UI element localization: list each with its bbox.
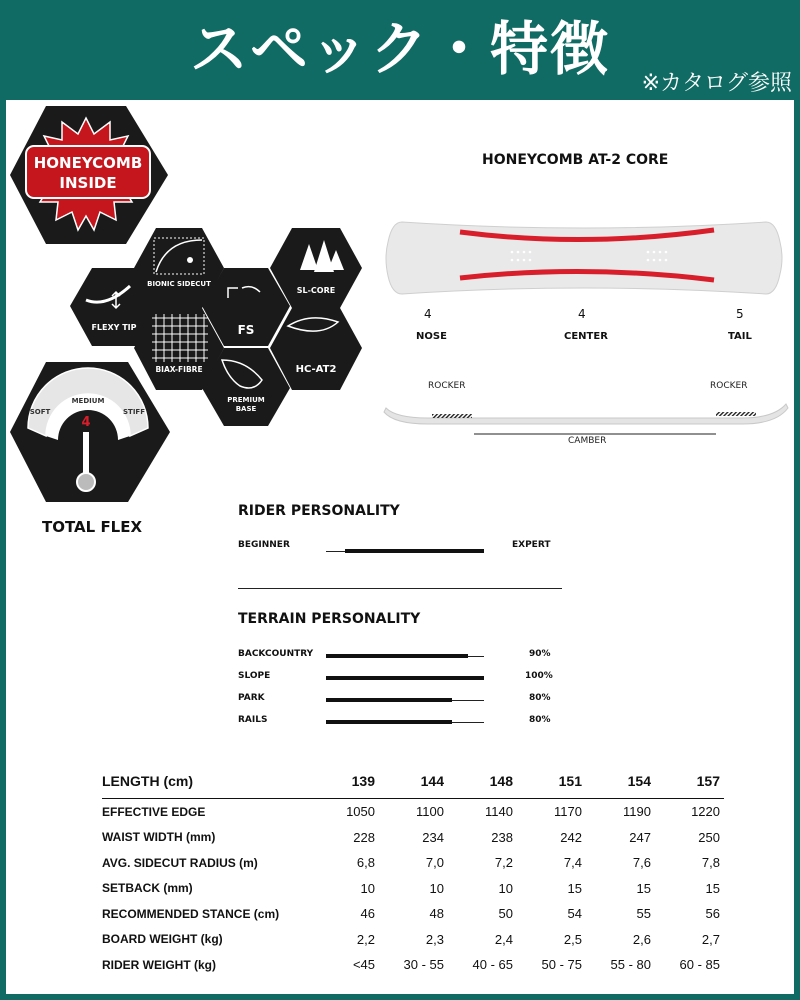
flex-soft-label: SOFT (29, 408, 51, 416)
flex-value: 4 (81, 415, 91, 430)
spec-value: 1100 (416, 804, 444, 820)
spec-value: 2,3 (425, 931, 444, 947)
camber-label: CAMBER (568, 436, 607, 446)
page-title: スペック・特徴 (189, 15, 610, 83)
spec-value: 242 (560, 829, 582, 845)
spec-value: 54 (567, 906, 582, 922)
spec-row-effective-edge (102, 799, 724, 825)
total-flex-label: TOTAL FLEX (42, 518, 143, 536)
svg-text:HONEYCOMB: HONEYCOMB (33, 154, 143, 172)
spec-value: 234 (422, 829, 444, 845)
terrain-rails-scale (326, 719, 484, 725)
expert-label: EXPERT (512, 540, 551, 550)
header-banner (0, 0, 800, 100)
terrain-personality-title: TERRAIN PERSONALITY (238, 611, 421, 627)
honeycomb-inside-badge (10, 106, 168, 244)
hc-at2-label: HC-AT2 (295, 364, 337, 375)
spec-row-sidecut-radius (102, 850, 724, 876)
spec-label: SETBACK (mm) (102, 881, 193, 896)
spec-value: 247 (629, 829, 651, 845)
catalog-reference-note: ※カタログ参照 (641, 71, 792, 96)
spec-row-board-weight (102, 927, 724, 953)
length-header: LENGTH (cm) (102, 768, 310, 799)
spec-value: 1220 (691, 804, 720, 820)
spec-value: 2,4 (494, 931, 513, 947)
spec-value: 7,8 (701, 855, 720, 871)
length-151: 151 (517, 768, 586, 799)
terrain-backcountry-bar (326, 654, 468, 658)
spec-label: RECOMMENDED STANCE (cm) (102, 906, 280, 921)
tail-value: 5 (736, 307, 744, 321)
rocker-left-zone (432, 414, 472, 418)
length-148: 148 (448, 768, 517, 799)
length-154: 154 (586, 768, 655, 799)
length-157: 157 (655, 768, 724, 799)
spec-value: 50 - 75 (541, 957, 582, 973)
spec-value: <45 (352, 957, 375, 973)
spec-table (102, 768, 724, 978)
terrain-backcountry-percent: 90% (529, 649, 551, 659)
center-label: CENTER (564, 331, 608, 342)
terrain-rails-bar (326, 720, 452, 724)
spec-value: 40 - 65 (472, 957, 513, 973)
length-139: 139 (310, 768, 379, 799)
terrain-park-scale (326, 697, 484, 703)
rocker-left-label: ROCKER (428, 381, 466, 391)
rocker-right-label: ROCKER (710, 381, 748, 391)
spec-value: 7,0 (425, 855, 444, 871)
spec-value: 1050 (346, 804, 375, 820)
flexy-tip-label: FLEXY TIP (91, 323, 137, 332)
spec-row-rider-weight (102, 952, 724, 978)
spec-value: 50 (498, 906, 513, 922)
spec-row-recommended-stance (102, 901, 724, 927)
spec-value: 7,6 (632, 855, 651, 871)
nose-label: NOSE (416, 331, 447, 342)
beginner-label: BEGINNER (238, 540, 290, 550)
rider-range-bar (345, 549, 484, 553)
terrain-rails-percent: 80% (529, 715, 551, 725)
rider-personality-title: RIDER PERSONALITY (238, 503, 400, 519)
core-diagram (384, 212, 784, 304)
spec-label: RIDER WEIGHT (kg) (102, 957, 216, 972)
rider-scale (326, 548, 484, 554)
terrain-slope-scale (326, 675, 484, 681)
board-profile (382, 392, 794, 436)
feature-badges (6, 100, 386, 520)
svg-text:PREMIUMBASE: PREMIUM BASE (227, 396, 265, 413)
spec-table-header (102, 768, 724, 799)
spec-label: BOARD WEIGHT (kg) (102, 932, 223, 947)
spec-value: 30 - 55 (403, 957, 444, 973)
spec-value: 1170 (554, 804, 582, 820)
spec-value: 238 (491, 829, 513, 845)
length-144: 144 (379, 768, 448, 799)
terrain-slope-label: SLOPE (238, 671, 271, 681)
spec-row-setback (102, 876, 724, 902)
section-divider (238, 588, 562, 589)
flex-stiff-label: STIFF (123, 408, 145, 416)
spec-value: 2,2 (356, 931, 375, 947)
spec-value: 2,7 (701, 931, 720, 947)
terrain-slope-percent: 100% (525, 671, 553, 681)
spec-value: 1140 (485, 804, 513, 820)
sl-core-label: SL-CORE (296, 286, 336, 295)
spec-value: 2,5 (563, 931, 582, 947)
biax-fibre-label: BIAX-FIBRE (155, 365, 203, 374)
spec-value: 1190 (623, 804, 651, 820)
tail-label: TAIL (728, 331, 752, 342)
spec-row-waist-width (102, 825, 724, 851)
spec-value: 250 (698, 829, 720, 845)
terrain-backcountry-label: BACKCOUNTRY (238, 649, 314, 659)
spec-value: 55 - 80 (610, 957, 651, 973)
spec-label: AVG. SIDECUT RADIUS (m) (102, 855, 258, 870)
spec-value: 55 (636, 906, 651, 922)
spec-value: 7,4 (563, 855, 582, 871)
bionic-sidecut-label: BIONIC SIDECUT (147, 280, 211, 288)
terrain-park-label: PARK (238, 693, 265, 703)
terrain-park-bar (326, 698, 452, 702)
spec-label: WAIST WIDTH (mm) (102, 830, 216, 845)
terrain-slope-bar (326, 676, 484, 680)
spec-value: 48 (429, 906, 444, 922)
spec-value: 7,2 (494, 855, 513, 871)
spec-value: 46 (360, 906, 375, 922)
spec-value: 60 - 85 (679, 957, 720, 973)
flex-gauge (10, 362, 170, 502)
core-title: HONEYCOMB AT-2 CORE (482, 152, 669, 168)
flex-medium-label: MEDIUM (71, 397, 105, 405)
spec-value: 15 (567, 880, 582, 896)
terrain-backcountry-scale (326, 653, 484, 659)
terrain-rails-label: RAILS (238, 715, 268, 725)
fs-label: FS (237, 323, 255, 337)
spec-value: 10 (360, 880, 375, 896)
spec-value: 10 (498, 880, 513, 896)
spec-value: 228 (353, 829, 375, 845)
spec-value: 56 (705, 906, 720, 922)
spec-value: 15 (705, 880, 720, 896)
spec-value: 6,8 (356, 855, 375, 871)
spec-label: EFFECTIVE EDGE (102, 804, 206, 819)
spec-value: 15 (636, 880, 651, 896)
nose-value: 4 (424, 307, 432, 321)
center-value: 4 (578, 307, 586, 321)
rocker-right-zone (716, 412, 756, 416)
spec-panel (6, 100, 794, 994)
spec-value: 10 (429, 880, 444, 896)
svg-text:INSIDE: INSIDE (59, 174, 117, 192)
spec-value: 2,6 (632, 931, 651, 947)
terrain-park-percent: 80% (529, 693, 551, 703)
